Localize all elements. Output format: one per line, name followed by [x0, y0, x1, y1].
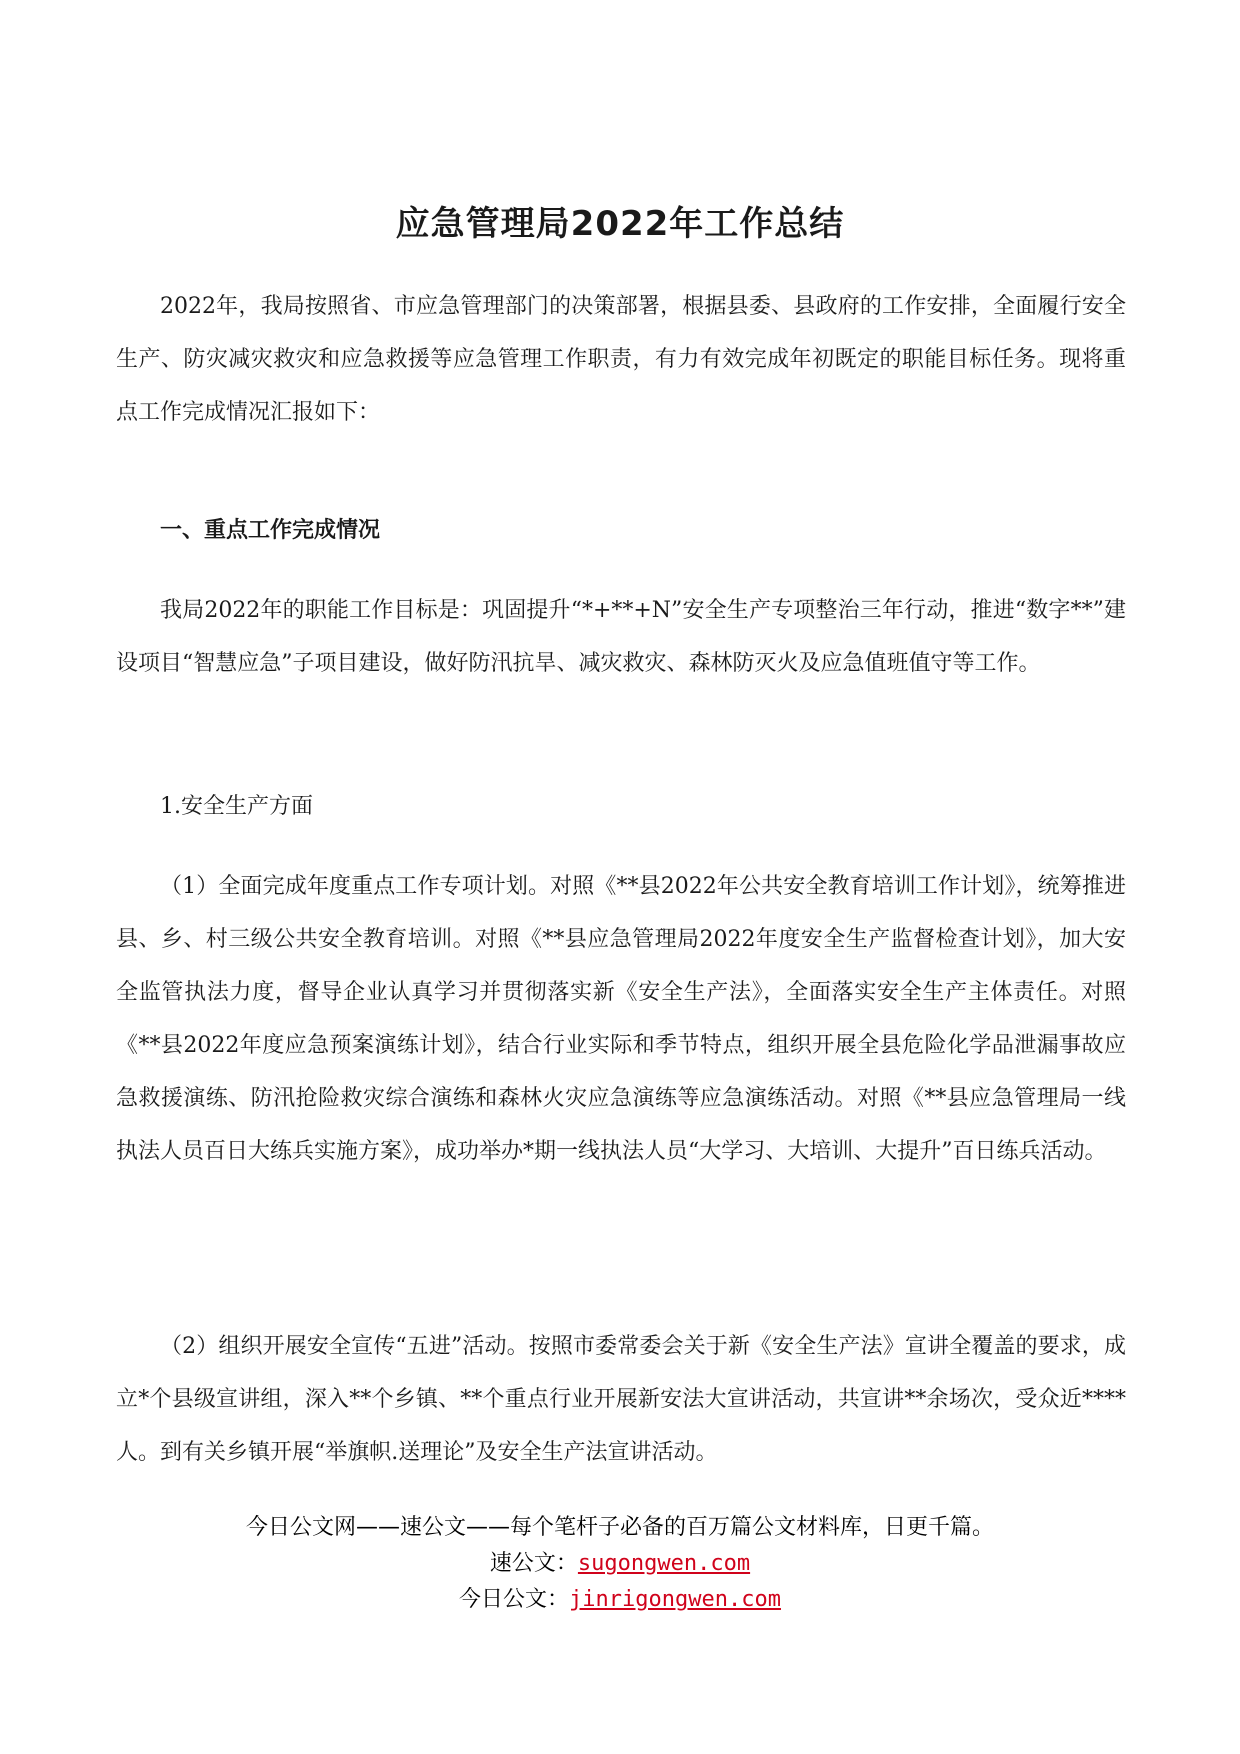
footer-link-label-1: 速公文： — [489, 1551, 578, 1576]
footer-link-row-2 — [0, 1582, 1240, 1613]
item-paragraph-2: （2）组织开展安全宣传“五进”活动。按照市委常委会关于新《安全生产法》宣讲全覆盖的要求，成立*个县级宣讲组，深入**个乡镇、**个重点行业开展新安法大宣讲活动，共宣讲**余场次，受众近****人。到有关乡镇开展“举旗帜.送理论”及安全生产法宣讲活动。 — [116, 1334, 1126, 1465]
intro-paragraph: 2022年，我局按照省、市应急管理部门的决策部署，根据县委、县政府的工作安排，全面履行安全生产、防灾减灾救灾和应急救援等应急管理工作职责，有力有效完成年初既定的职能目标任务。现将重点工作完成情况汇报如下： — [116, 294, 1126, 425]
footer-slogan: 今日公文网——速公文——每个笔杆子必备的百万篇公文材料库，日更千篇。 — [245, 1515, 994, 1540]
footer-link-label-2: 今日公文： — [459, 1587, 570, 1612]
goals-paragraph: 我局2022年的职能工作目标是：巩固提升“*+**+N”安全生产专项整治三年行动，推进“数字**”建设项目“智慧应急”子项目建设，做好防汛抗旱、减灾救灾、森林防灭火及应急值班值守等工作。 — [116, 598, 1126, 676]
sugongwen-link[interactable]: sugongwen.com — [577, 1551, 751, 1576]
jinrigongwen-link[interactable]: jinrigongwen.com — [569, 1587, 781, 1612]
footer-link-row-1 — [0, 1546, 1240, 1577]
subsection-heading: 1.安全生产方面 — [160, 794, 313, 819]
section-heading: 一、重点工作完成情况 — [160, 518, 381, 543]
document-title: 应急管理局2022年工作总结 — [395, 204, 845, 244]
item-paragraph-1: （1）全面完成年度重点工作专项计划。对照《**县2022年公共安全教育培训工作计划》，统筹推进县、乡、村三级公共安全教育培训。对照《**县应急管理局2022年度安全生产监督检查计划》，加大安全监管执法力度，督导企业认真学习并贯彻落实新《安全生产法》，全面落实安全生产主体责任。对照《**县2022年度应急预案演练计划》，结合行业实际和季节特点，组织开展全县危险化学品泄漏事故应急救援演练、防汛抢险救灾综合演练和森林火灾应急演练等应急演练活动。对照《**县应急管理局一线执法人员百日大练兵实施方案》，成功举办*期一线执法人员“大学习、大培训、大提升”百日练兵活动。 — [116, 874, 1126, 1164]
